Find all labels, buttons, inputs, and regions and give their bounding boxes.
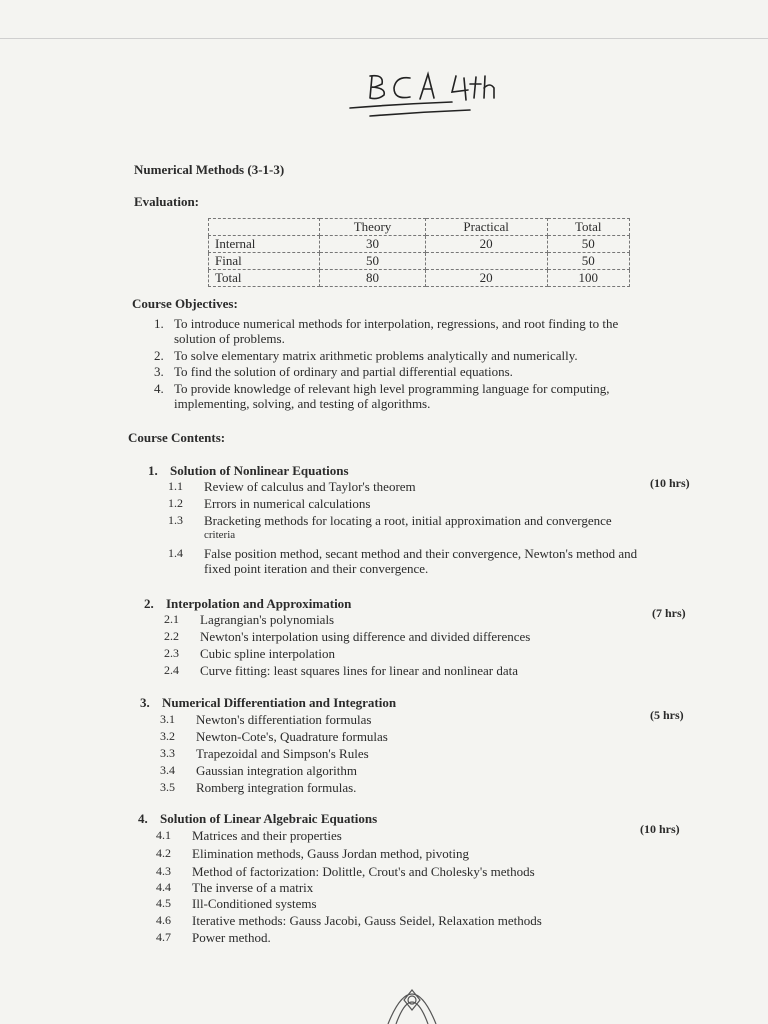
objective-text-cont: implementing, solving, and testing of algorithms. — [174, 396, 431, 411]
total-cell: 100 — [547, 270, 629, 287]
practical-cell: 20 — [425, 236, 547, 253]
objective-text-cont: solution of problems. — [174, 331, 285, 346]
section-number: 2. — [144, 596, 154, 611]
item-text: Cubic spline interpolation — [200, 646, 336, 661]
item-number: 4.7 — [156, 930, 171, 944]
university-seal-icon — [382, 970, 442, 1024]
theory-cell: 50 — [320, 253, 425, 270]
item-text: The inverse of a matrix — [192, 880, 314, 895]
content-item — [156, 896, 317, 911]
objective-item — [154, 381, 610, 411]
section-title — [140, 695, 397, 711]
item-text: Newton's interpolation using difference and divided differences — [200, 629, 531, 644]
item-number: 2.2 — [164, 629, 179, 643]
item-text: Review of calculus and Taylor's theorem — [204, 479, 416, 494]
objective-number: 1. — [154, 316, 164, 331]
item-number: 3.5 — [160, 780, 175, 794]
section-number: 4. — [138, 811, 148, 826]
section-number: 1. — [148, 463, 158, 478]
objective-item — [154, 364, 513, 379]
item-text: Curve fitting: least squares lines for linear and nonlinear data — [200, 663, 519, 678]
table-header-cell: Theory — [320, 219, 425, 236]
item-text: Ill-Conditioned systems — [192, 896, 317, 911]
theory-cell: 30 — [320, 236, 425, 253]
section-title — [144, 596, 352, 612]
content-item — [160, 746, 369, 761]
table-header-row — [209, 219, 630, 236]
total-cell: 50 — [547, 236, 629, 253]
item-number: 4.1 — [156, 828, 171, 842]
content-item — [164, 629, 531, 644]
item-text: Matrices and their properties — [192, 828, 342, 843]
objective-number: 3. — [154, 364, 164, 379]
item-number: 4.2 — [156, 846, 171, 860]
content-item — [160, 780, 357, 795]
item-number: 3.1 — [160, 712, 175, 726]
table-row — [209, 253, 630, 270]
objective-item — [154, 316, 619, 346]
row-label: Total — [209, 270, 320, 287]
practical-cell — [425, 253, 547, 270]
item-number: 2.3 — [164, 646, 179, 660]
content-item — [156, 880, 314, 895]
item-text: Lagrangian's polynomials — [200, 612, 335, 627]
item-number: 1.4 — [168, 546, 183, 560]
item-number: 4.3 — [156, 864, 171, 878]
contents-heading: Course Contents: — [128, 430, 226, 445]
content-item — [160, 712, 372, 727]
item-text: Method of factorization: Dolittle, Crout's and Cholesky's methods — [192, 864, 535, 879]
section-title-text: Numerical Differentiation and Integration — [162, 695, 397, 710]
content-item — [164, 646, 336, 661]
item-text: Bracketing methods for locating a root, initial approximation and convergence — [204, 513, 612, 528]
table-row — [209, 236, 630, 253]
item-number: 2.4 — [164, 663, 179, 677]
evaluation-heading: Evaluation: — [134, 194, 200, 209]
content-item — [156, 828, 342, 843]
item-text: Romberg integration formulas. — [196, 780, 357, 795]
item-number: 3.3 — [160, 746, 175, 760]
table-header-cell — [209, 219, 320, 236]
objective-text: To solve elementary matrix arithmetic problems analytically and numerically. — [174, 348, 578, 363]
objective-number: 4. — [154, 381, 164, 396]
item-text: Trapezoidal and Simpson's Rules — [196, 746, 369, 761]
row-label: Final — [209, 253, 320, 270]
item-number: 4.5 — [156, 896, 171, 910]
item-text-cont: criteria — [204, 529, 236, 541]
objective-text: To find the solution of ordinary and partial differential equations. — [174, 364, 513, 379]
practical-cell: 20 — [425, 270, 547, 287]
objective-text: To provide knowledge of relevant high level programming language for computing, — [174, 381, 610, 396]
item-text: Iterative methods: Gauss Jacobi, Gauss Seidel, Relaxation methods — [192, 913, 542, 928]
content-item — [160, 729, 388, 744]
content-item — [168, 479, 416, 494]
section-title — [148, 463, 349, 479]
objective-number: 2. — [154, 348, 164, 363]
item-number: 3.4 — [160, 763, 175, 777]
section-hours: (5 hrs) — [650, 708, 684, 722]
content-item — [168, 513, 612, 543]
evaluation-table — [208, 218, 630, 287]
objective-text: To introduce numerical methods for interpolation, regressions, and root finding to the — [174, 316, 619, 331]
item-text: Power method. — [192, 930, 271, 945]
item-text: Gaussian integration algorithm — [196, 763, 358, 778]
theory-cell: 80 — [320, 270, 425, 287]
item-text: False position method, secant method and their convergence, Newton's method and — [204, 546, 638, 561]
content-item — [160, 763, 358, 778]
item-number: 1.2 — [168, 496, 183, 510]
section-title-text: Solution of Linear Algebraic Equations — [160, 811, 378, 826]
section-hours: (7 hrs) — [652, 606, 686, 620]
content-item — [164, 612, 335, 627]
item-number: 1.3 — [168, 513, 183, 527]
course-title: Numerical Methods (3-1-3) — [134, 162, 285, 177]
content-item — [164, 663, 519, 678]
section-number: 3. — [140, 695, 150, 710]
content-item — [168, 546, 638, 576]
section-title-text: Interpolation and Approximation — [166, 596, 352, 611]
row-label: Internal — [209, 236, 320, 253]
table-header-cell: Total — [547, 219, 629, 236]
item-text: Newton-Cote's, Quadrature formulas — [196, 729, 388, 744]
content-item — [156, 913, 542, 928]
total-cell: 50 — [547, 253, 629, 270]
item-number: 3.2 — [160, 729, 175, 743]
content-item — [168, 496, 371, 511]
content-item — [156, 846, 469, 861]
item-text: Newton's differentiation formulas — [196, 712, 372, 727]
content-item — [156, 864, 535, 879]
table-row — [209, 270, 630, 287]
item-number: 4.4 — [156, 880, 171, 894]
section-hours: (10 hrs) — [640, 822, 680, 836]
objectives-heading: Course Objectives: — [132, 296, 238, 311]
item-number: 4.6 — [156, 913, 171, 927]
section-hours: (10 hrs) — [650, 476, 690, 490]
item-number: 1.1 — [168, 479, 183, 493]
objective-item — [154, 348, 578, 363]
item-text-cont: fixed point iteration and their convergence. — [204, 561, 429, 576]
section-title — [138, 811, 378, 827]
item-text: Errors in numerical calculations — [204, 496, 371, 511]
content-item — [156, 930, 271, 945]
item-text: Elimination methods, Gauss Jordan method, pivoting — [192, 846, 469, 861]
section-title-text: Solution of Nonlinear Equations — [170, 463, 349, 478]
handwritten-note — [340, 62, 510, 122]
item-number: 2.1 — [164, 612, 179, 626]
table-header-cell: Practical — [425, 219, 547, 236]
page-top-edge — [0, 38, 768, 39]
